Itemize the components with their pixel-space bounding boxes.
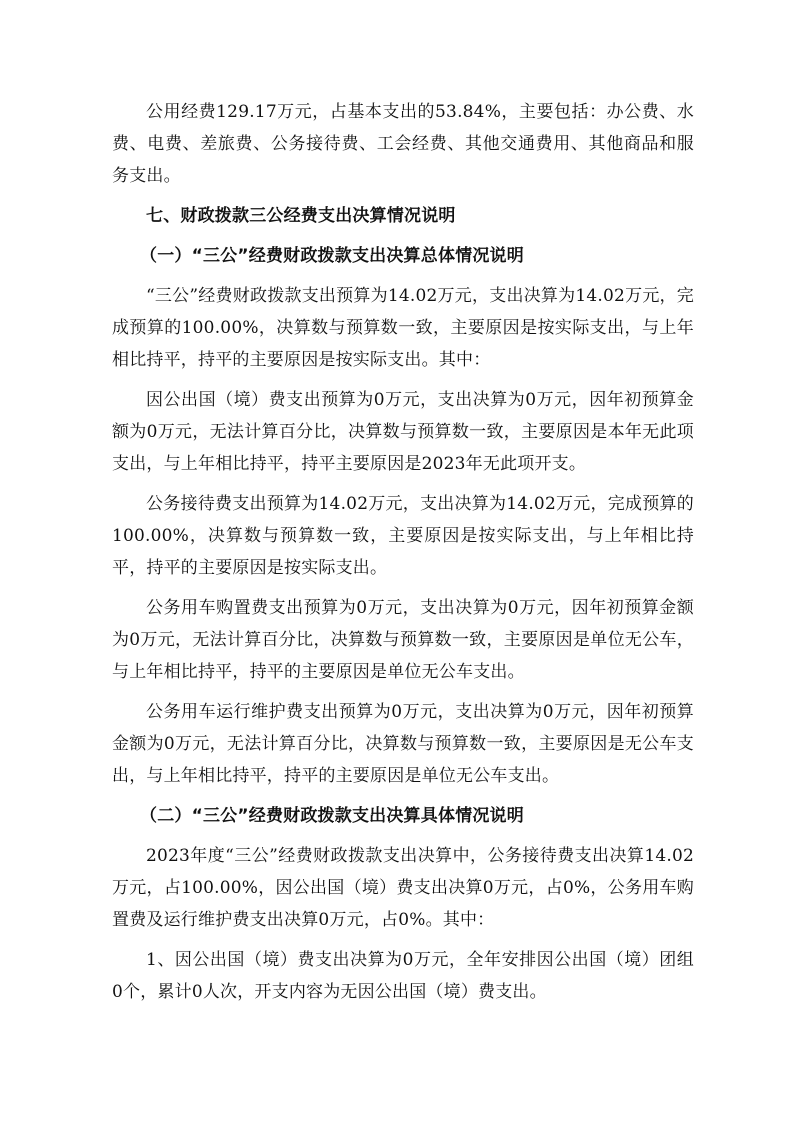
subsection-heading-one: （一）“三公”经费财政拨款支出决算总体情况说明 [140, 246, 524, 266]
paragraph-overseas-travel: 因公出国（境）费支出预算为0万元，支出决算为0万元，因年初预算金额为0万元，无法计算百分比，决算数与预算数一致，主要原因是本年无此项支出，与上年相比持平，持平主要原因是2023年无此项开支。 [112, 390, 694, 474]
paragraph-vehicle-maintenance: 公务用车运行维护费支出预算为0万元，支出决算为0万元，因年初预算金额为0万元，无法计算百分比，决算数与预算数一致，主要原因是无公车支出，与上年相比持平，持平的主要原因是单位无公车支出。 [112, 702, 694, 786]
subsection-heading-two: （二）“三公”经费财政拨款支出决算具体情况说明 [140, 806, 524, 826]
paragraph-vehicle-purchase: 公务用车购置费支出预算为0万元，支出决算为0万元，因年初预算金额为0万元，无法计算百分比，决算数与预算数一致，主要原因是单位无公车，与上年相比持平，持平的主要原因是单位无公车支出。 [112, 598, 694, 682]
paragraph-overseas-detail: 1、因公出国（境）费支出决算为0万元，全年安排因公出国（境）团组0个，累计0人次，开支内容为无因公出国（境）费支出。 [112, 950, 694, 1002]
section-heading-seven: 七、财政拨款三公经费支出决算情况说明 [146, 206, 456, 226]
paragraph-reception: 公务接待费支出预算为14.02万元，支出决算为14.02万元，完成预算的100.00%，决算数与预算数一致，主要原因是按实际支出，与上年相比持平，持平的主要原因是按实际支出。 [112, 494, 694, 578]
paragraph-public-expenses: 公用经费129.17万元，占基本支出的53.84%，主要包括：办公费、水费、电费、差旅费、公务接待费、工会经费、其他交通费用、其他商品和服务支出。 [112, 102, 694, 186]
paragraph-specific-details: 2023年度“三公”经费财政拨款支出决算中，公务接待费支出决算14.02万元，占100.00%，因公出国（境）费支出决算0万元，占0%，公务用车购置费及运行维护费支出决算0万元，占0%。其中： [112, 846, 694, 930]
paragraph-three-public-overview: “三公”经费财政拨款支出预算为14.02万元，支出决算为14.02万元，完成预算的100.00%，决算数与预算数一致，主要原因是按实际支出，与上年相比持平，持平的主要原因是按实际支出。其中： [112, 286, 694, 370]
document-body [112, 96, 694, 1016]
